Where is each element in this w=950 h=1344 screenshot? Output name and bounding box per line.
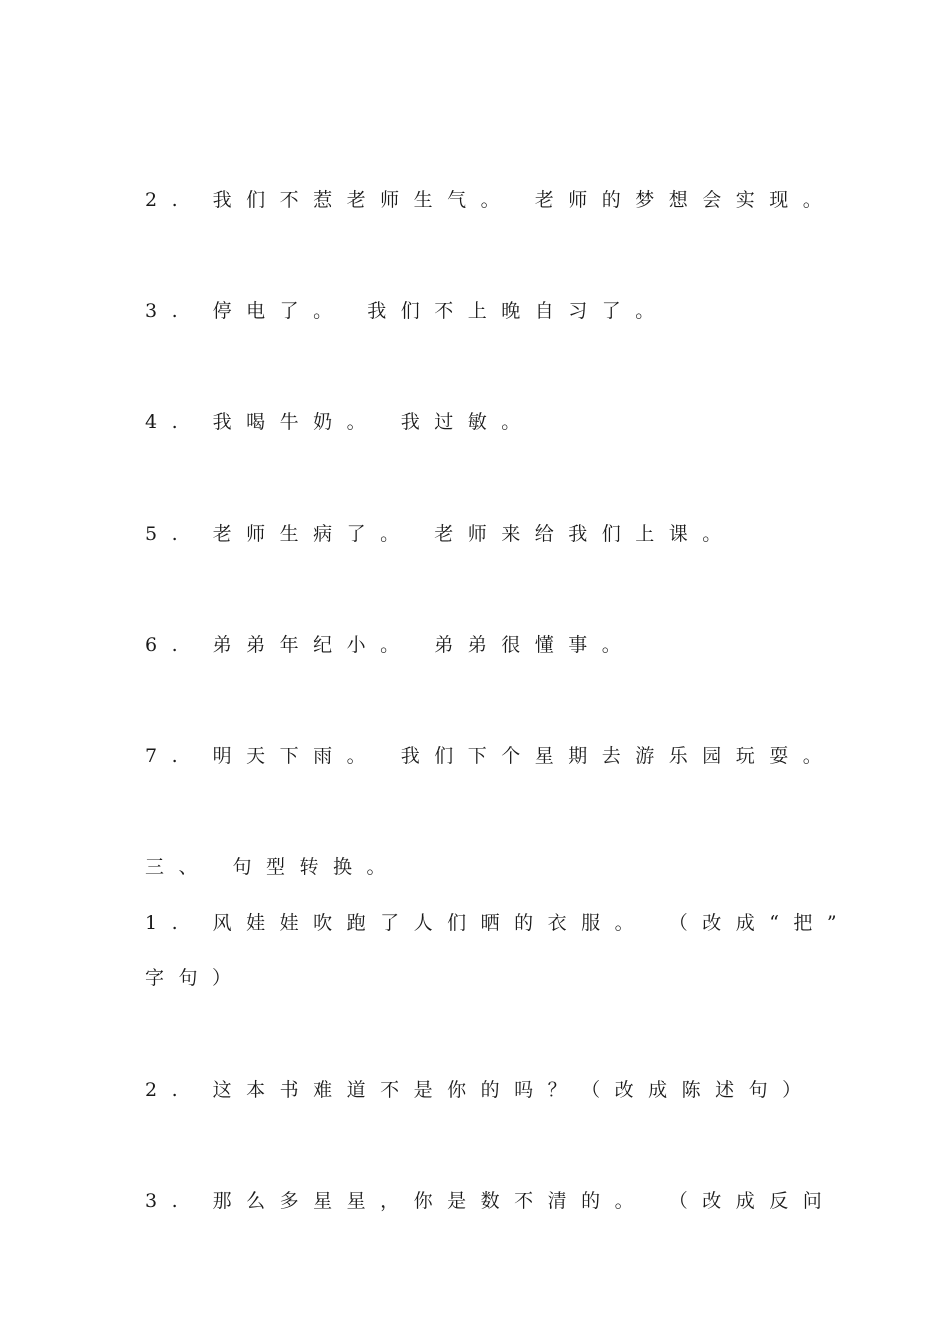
exercise-item-5: 5. 老师生病了。 老师来给我们上课。	[145, 523, 736, 545]
exercise-item-6: 6. 弟弟年纪小。 弟弟很懂事。	[145, 634, 636, 656]
section-three-q1-line1: 1. 风娃娃吹跑了人们晒的衣服。 （改成“把”	[145, 912, 852, 934]
exercise-item-7: 7. 明天下雨。 我们下个星期去游乐园玩耍。	[145, 745, 837, 767]
section-three-q1-line2: 字句）	[145, 967, 246, 989]
section-three-q2: 2. 这本书难道不是你的吗？（改成陈述句）	[145, 1079, 816, 1101]
section-three-heading: 三、 句型转换。	[145, 856, 401, 878]
exercise-item-2: 2. 我们不惹老师生气。 老师的梦想会实现。	[145, 189, 837, 211]
section-three-q3: 3. 那么多星星，你是数不清的。 （改成反问	[145, 1190, 837, 1212]
exercise-item-4: 4. 我喝牛奶。 我过敏。	[145, 411, 535, 433]
exercise-item-3: 3. 停电了。 我们不上晚自习了。	[145, 300, 669, 322]
